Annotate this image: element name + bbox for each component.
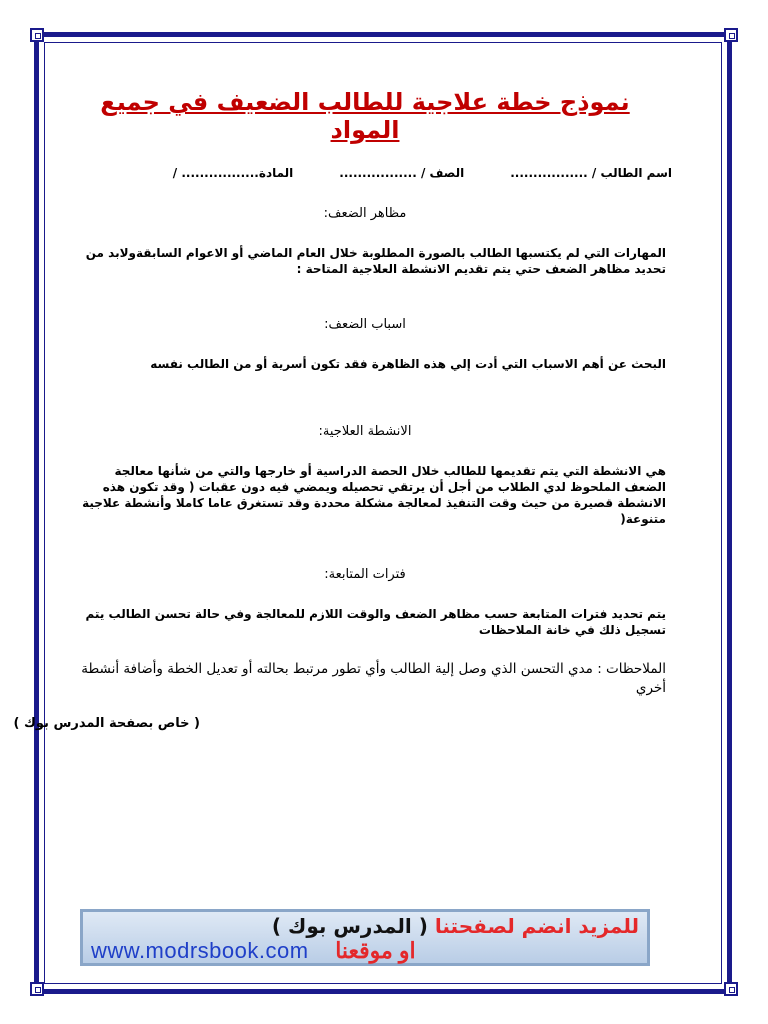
section-body: هي الانشطة التي يتم تقديمها للطالب خلال الحصة الدراسية أو خارجها والتي من شأنها معالجة الضعف الملحوظ لدي الطلاب من أجل أن يرتقي تحصيله ويمضي فيه دون عقبات ( وقد تكون هذه الانشطة قصيرة من حيث وقت التنفيذ لمعالجة مشكلة محددة وقد تستغرق عاما كاملا وأنشطة علاجية متنوعة(	[82, 464, 666, 526]
section-followup-periods	[70, 567, 666, 638]
class-field: الصف / .................	[339, 166, 465, 180]
section-body: المهارات التي لم يكتسبها الطالب بالصورة المطلوبة خلال العام الماضي أو الاعوام السابقةولابد من تحديد مظاهر الضعف حتي يتم تقديم الانشطة العلاجية المتاحة :	[85, 246, 666, 276]
banner-site-text: او موقعنا	[335, 938, 416, 963]
section-heading: اسباب الضعف:	[324, 317, 406, 332]
banner-line-2	[91, 938, 416, 964]
document-body	[13, 80, 672, 731]
banner-url-link[interactable]: www.modrsbook.com	[91, 938, 309, 963]
notes-text: الملاحظات : مدي التحسن الذي وصل إلية الطالب وأي تطور مرتبط بحالته أو تعديل الخطة وأضافة أنشطة أخري	[81, 661, 666, 696]
signature-text: ( خاص بصفحة المدرس بوك )	[13, 716, 200, 731]
document-title: نموذج خطة علاجية للطالب الضعيف في جميع المواد	[100, 88, 630, 144]
subject-field: المادة................. /	[172, 166, 294, 180]
section-remedial-activities	[70, 424, 666, 527]
section-weakness-signs	[70, 206, 666, 277]
corner-ornament	[724, 982, 738, 996]
banner-join-text: للمزيد انضم لصفحتنا	[434, 914, 639, 938]
section-heading: فترات المتابعة:	[324, 567, 406, 582]
banner-line-1	[272, 914, 639, 938]
section-body: البحث عن أهم الاسباب التي أدت إلي هذه الظاهرة فقد تكون أسرية أو من الطالب نفسه	[150, 357, 666, 371]
corner-ornament	[724, 28, 738, 42]
corner-ornament	[30, 982, 44, 996]
section-body: يتم تحديد فترات المتابعة حسب مظاهر الضعف والوقت اللازم للمعالجة وفي حالة تحسن الطالب يتم تسجيل ذلك في خانة الملاحظات	[85, 607, 666, 637]
promo-banner[interactable]	[80, 909, 650, 966]
banner-brand-text: ( المدرس بوك )	[271, 914, 428, 938]
section-weakness-causes	[70, 317, 666, 372]
student-name-field: اسم الطالب / .................	[510, 166, 672, 180]
section-heading: الانشطة العلاجية:	[318, 424, 412, 439]
corner-ornament	[30, 28, 44, 42]
student-fields	[70, 166, 672, 180]
section-heading: مظاهر الضعف:	[323, 206, 407, 221]
